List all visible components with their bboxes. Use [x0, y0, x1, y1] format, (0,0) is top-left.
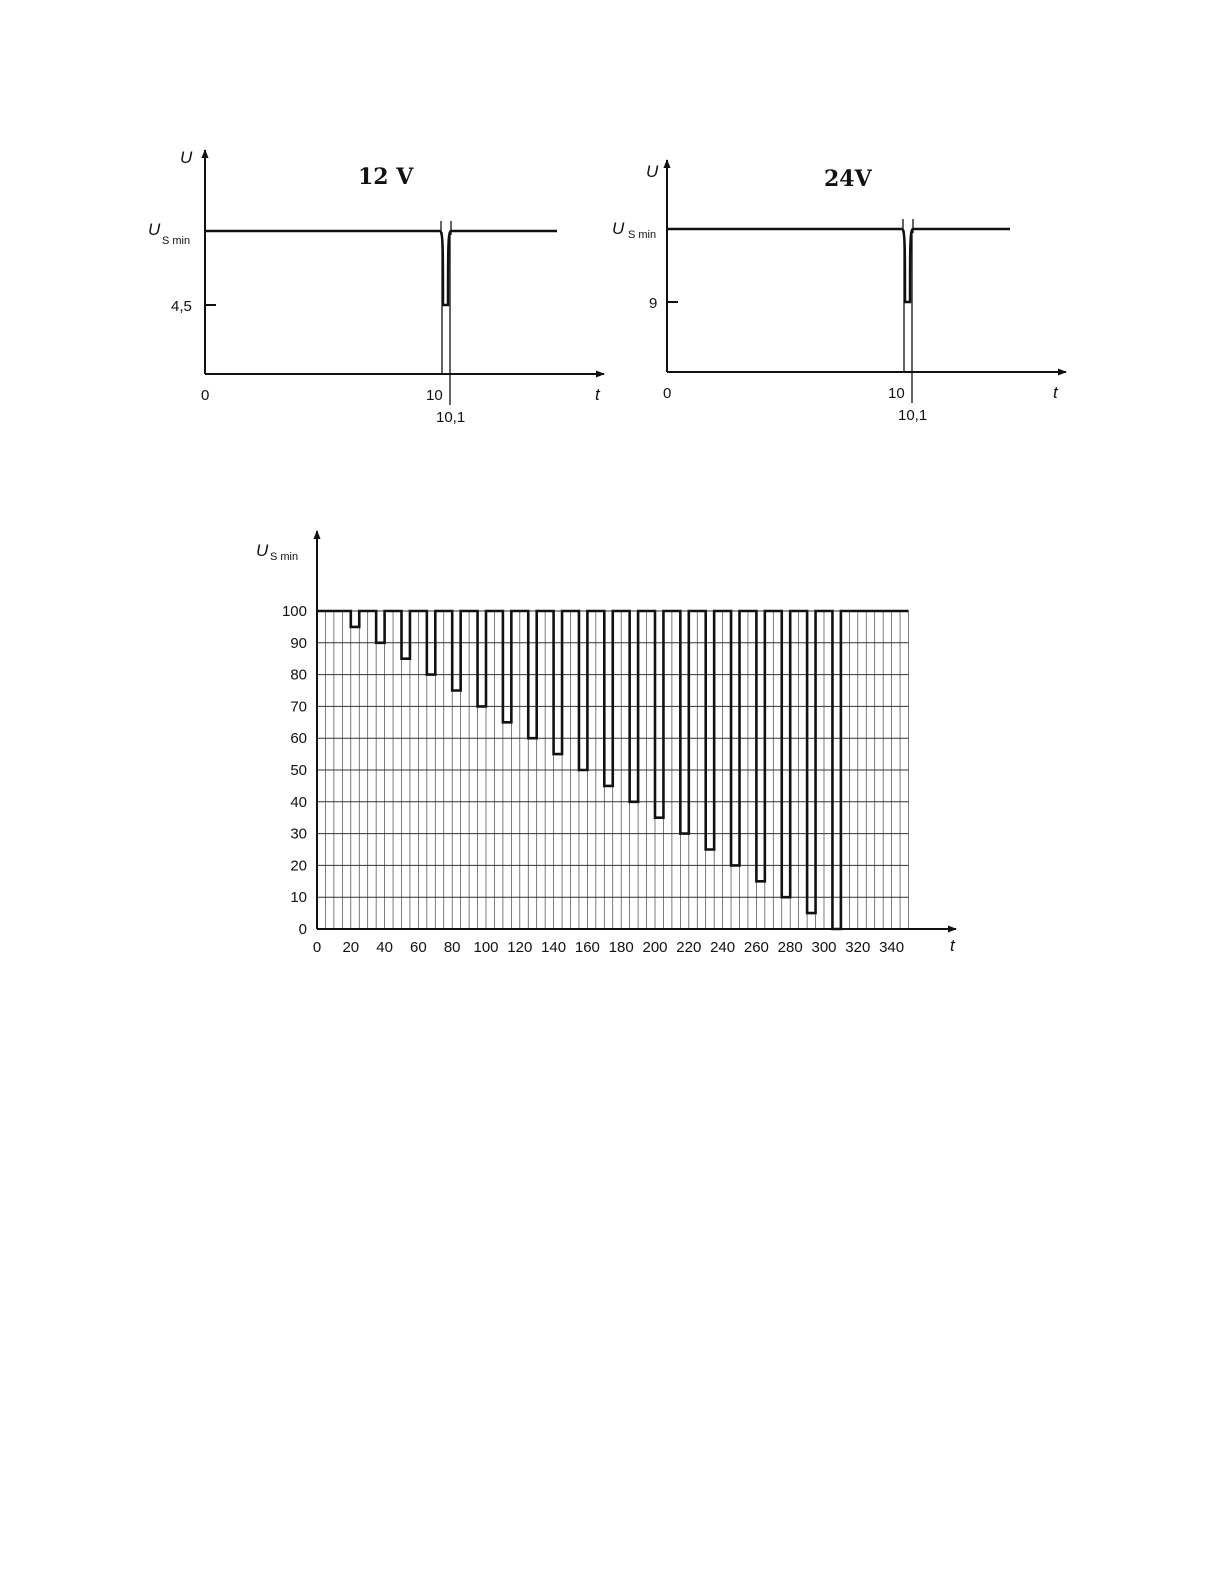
- chart-12v: [148, 148, 604, 426]
- y-tick-label: 80: [290, 666, 307, 684]
- y-tick-label: 100: [281, 603, 307, 620]
- x-tick-label: 140: [541, 939, 567, 956]
- y-tick-label: 4,5: [171, 298, 192, 315]
- ref-label-sub: S min: [628, 229, 657, 241]
- x-tick-label: 320: [845, 939, 871, 956]
- x-tick-label: 120: [507, 939, 533, 956]
- chart-pulse-sequence: [256, 531, 956, 956]
- ref-label-main: U: [148, 220, 161, 239]
- x-tick-label: 220: [676, 939, 702, 956]
- y-tick-labels: [282, 603, 307, 938]
- y-tick-label: 0: [298, 921, 307, 938]
- y-tick-label: 60: [290, 730, 307, 748]
- chart-24v: [612, 160, 1066, 424]
- y-tick-label: 20: [290, 857, 307, 875]
- x-tick-label: 340: [879, 939, 905, 956]
- x-tick-label: 180: [608, 939, 634, 956]
- chart-title: 24V: [824, 166, 872, 192]
- x-tick-label: 20: [342, 939, 360, 956]
- x-tick-label: 240: [710, 939, 736, 956]
- x-axis-label: t: [1053, 383, 1058, 402]
- x-tick-label-10: 10: [888, 385, 905, 402]
- ref-label-sub: S min: [162, 235, 191, 247]
- x-tick-label: 280: [777, 939, 803, 956]
- x-tick-label: 300: [811, 939, 837, 956]
- y-axis-label: U: [180, 148, 193, 167]
- y-tick-label: 9: [649, 295, 658, 312]
- y-tick-label: 90: [290, 634, 307, 652]
- x-tick-label-10-1: 10,1: [436, 409, 466, 426]
- x-tick-label-10: 10: [426, 387, 443, 404]
- x-tick-label: 260: [743, 939, 769, 956]
- y-axis-label-sub: S min: [270, 551, 299, 563]
- y-axis-label: U: [646, 162, 659, 181]
- y-axis-label-main: U: [256, 541, 269, 560]
- voltage-trace: [205, 231, 557, 305]
- x-tick-labels: [313, 939, 904, 956]
- chart-title: 12 V: [358, 164, 414, 190]
- x-tick-label: 0: [312, 939, 322, 956]
- x-tick-label-0: 0: [663, 385, 672, 402]
- x-axis-label: t: [595, 385, 600, 404]
- ref-label-main: U: [612, 219, 625, 238]
- x-tick-label: 60: [410, 939, 427, 956]
- x-tick-label-10-1: 10,1: [898, 407, 928, 424]
- x-tick-label-0: 0: [201, 387, 210, 404]
- x-tick-label: 200: [642, 939, 668, 956]
- y-tick-label: 10: [290, 889, 307, 907]
- y-tick-label: 50: [290, 762, 307, 779]
- x-axis-label: t: [950, 936, 955, 955]
- voltage-trace: [667, 229, 1010, 302]
- x-tick-label: 40: [376, 939, 393, 956]
- x-tick-label: 160: [574, 939, 600, 956]
- y-tick-label: 40: [290, 793, 307, 811]
- y-tick-label: 30: [290, 825, 307, 843]
- y-tick-label: 70: [290, 698, 307, 716]
- x-tick-label: 80: [443, 939, 461, 956]
- x-tick-label: 100: [473, 939, 499, 956]
